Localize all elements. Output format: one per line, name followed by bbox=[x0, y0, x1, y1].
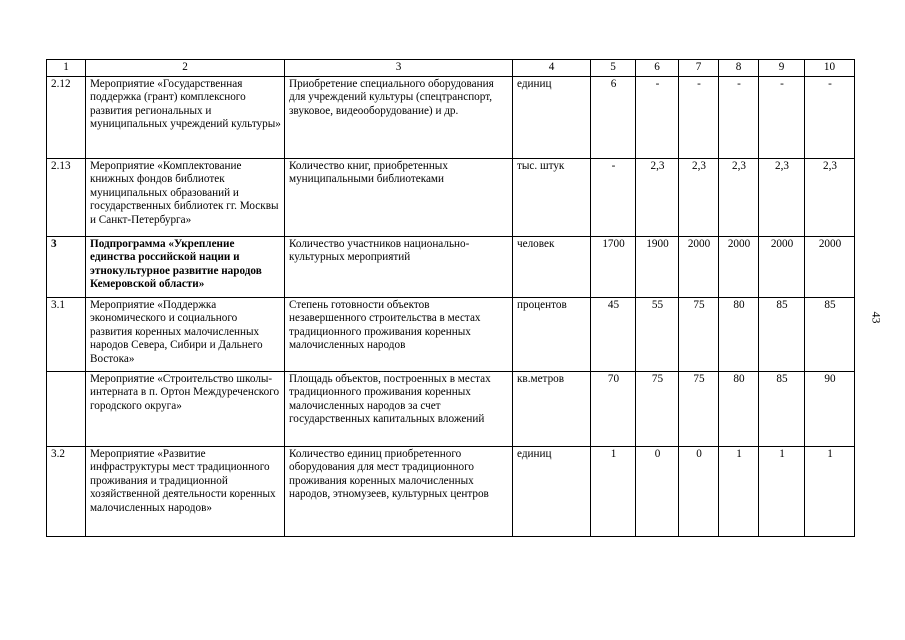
table-row bbox=[47, 236, 855, 297]
row-value: 75 bbox=[679, 297, 719, 371]
col-header: 9 bbox=[759, 60, 805, 77]
row-value: 2,3 bbox=[636, 158, 679, 236]
row-event: Подпрограмма «Укрепление единства российской нации и этнокультурное развитие народов Кемеровской области» bbox=[86, 236, 285, 297]
row-event: Мероприятие «Строительство школы-интерната в п. Ортон Междуреченского городского округа» bbox=[86, 371, 285, 446]
row-value: 0 bbox=[679, 446, 719, 536]
row-indicator: Количество единиц приобретенного оборудования для мест традиционного проживания коренных малочисленных народов, этномузеев, культурных центров bbox=[285, 446, 513, 536]
row-code bbox=[47, 371, 86, 446]
row-value: 6 bbox=[591, 76, 636, 158]
row-value: - bbox=[591, 158, 636, 236]
row-value: 1 bbox=[591, 446, 636, 536]
row-unit: единиц bbox=[513, 446, 591, 536]
page-number: 43 bbox=[869, 311, 884, 324]
row-value: 1 bbox=[805, 446, 855, 536]
row-value: - bbox=[759, 76, 805, 158]
row-value: 90 bbox=[805, 371, 855, 446]
row-value: 2000 bbox=[805, 236, 855, 297]
row-value: 2000 bbox=[759, 236, 805, 297]
row-indicator: Количество участников национально-культурных мероприятий bbox=[285, 236, 513, 297]
header-row bbox=[47, 60, 855, 77]
row-unit: процентов bbox=[513, 297, 591, 371]
row-value: 85 bbox=[805, 297, 855, 371]
col-header: 3 bbox=[285, 60, 513, 77]
row-value: 85 bbox=[759, 371, 805, 446]
row-value: 45 bbox=[591, 297, 636, 371]
row-event: Мероприятие «Поддержка экономического и социального развития коренных малочисленных народов Севера, Сибири и Дальнего Востока» bbox=[86, 297, 285, 371]
row-code: 2.13 bbox=[47, 158, 86, 236]
row-code: 3 bbox=[47, 236, 86, 297]
row-value: 75 bbox=[679, 371, 719, 446]
row-event: Мероприятие «Развитие инфраструктуры мест традиционного проживания и традиционной хозяйственной деятельности коренных малочисленных народов» bbox=[86, 446, 285, 536]
col-header: 4 bbox=[513, 60, 591, 77]
row-code: 3.1 bbox=[47, 297, 86, 371]
row-value: - bbox=[636, 76, 679, 158]
row-value: 1900 bbox=[636, 236, 679, 297]
row-value: - bbox=[679, 76, 719, 158]
row-unit: человек bbox=[513, 236, 591, 297]
table-row bbox=[47, 158, 855, 236]
row-event: Мероприятие «Комплектование книжных фондов библиотек муниципальных образований и государственных библиотек гг. Москвы и Санкт-Петербурга» bbox=[86, 158, 285, 236]
indicators-table bbox=[46, 59, 855, 537]
row-value: - bbox=[719, 76, 759, 158]
row-value: 75 bbox=[636, 371, 679, 446]
row-value: 80 bbox=[719, 297, 759, 371]
row-value: 1 bbox=[759, 446, 805, 536]
row-unit: единиц bbox=[513, 76, 591, 158]
row-value: 2,3 bbox=[805, 158, 855, 236]
row-event: Мероприятие «Государственная поддержка (грант) комплексного развития региональных и муниципальных учреждений культуры» bbox=[86, 76, 285, 158]
row-unit: кв.метров bbox=[513, 371, 591, 446]
row-value: 0 bbox=[636, 446, 679, 536]
row-value: 2,3 bbox=[759, 158, 805, 236]
row-value: 70 bbox=[591, 371, 636, 446]
table-row bbox=[47, 76, 855, 158]
col-header: 6 bbox=[636, 60, 679, 77]
row-value: 1 bbox=[719, 446, 759, 536]
row-indicator: Приобретение специального оборудования для учреждений культуры (спецтранспорт, звуковое, видеооборудование) и др. bbox=[285, 76, 513, 158]
table-row bbox=[47, 371, 855, 446]
row-value: 55 bbox=[636, 297, 679, 371]
row-indicator: Степень готовности объектов незавершенного строительства в местах традиционного проживания коренных малочисленных народов bbox=[285, 297, 513, 371]
row-value: 1700 bbox=[591, 236, 636, 297]
col-header: 1 bbox=[47, 60, 86, 77]
row-unit: тыс. штук bbox=[513, 158, 591, 236]
col-header: 2 bbox=[86, 60, 285, 77]
col-header: 5 bbox=[591, 60, 636, 77]
row-code: 2.12 bbox=[47, 76, 86, 158]
row-value: 80 bbox=[719, 371, 759, 446]
row-value: 2,3 bbox=[719, 158, 759, 236]
row-value: 2000 bbox=[679, 236, 719, 297]
table-row bbox=[47, 446, 855, 536]
row-value: 2000 bbox=[719, 236, 759, 297]
row-value: 2,3 bbox=[679, 158, 719, 236]
row-value: - bbox=[805, 76, 855, 158]
col-header: 8 bbox=[719, 60, 759, 77]
row-value: 85 bbox=[759, 297, 805, 371]
col-header: 10 bbox=[805, 60, 855, 77]
row-code: 3.2 bbox=[47, 446, 86, 536]
row-indicator: Площадь объектов, построенных в местах традиционного проживания коренных малочисленных народов за счет государственных капитальных вложений bbox=[285, 371, 513, 446]
table-row bbox=[47, 297, 855, 371]
col-header: 7 bbox=[679, 60, 719, 77]
row-indicator: Количество книг, приобретенных муниципальными библиотеками bbox=[285, 158, 513, 236]
